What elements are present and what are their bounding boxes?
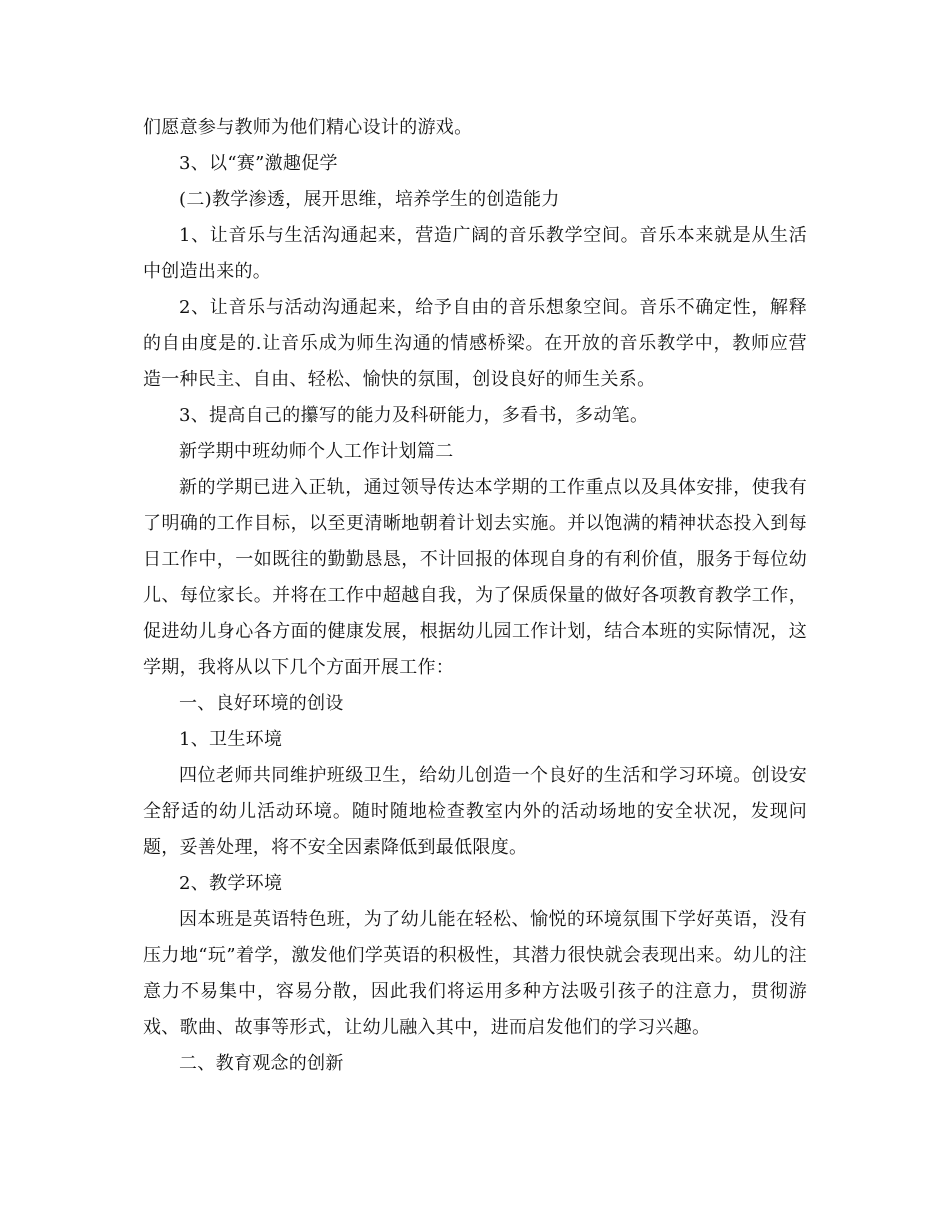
section-heading: (二)教学渗透，展开思维，培养学生的创造能力 <box>179 189 560 210</box>
article-title: 新学期中班幼师个人工作计划篇二 <box>179 441 454 462</box>
section-heading: 一、良好环境的创设 <box>179 693 344 714</box>
paragraph: 1、让音乐与生活沟通起来，营造广阔的音乐教学空间。音乐本来就是从生活中创造出来的。 <box>143 225 807 282</box>
paragraph: 2、让音乐与活动沟通起来，给予自由的音乐想象空间。音乐不确定性，解释的自由度是的.让音乐成为师生沟通的情感桥梁。在开放的音乐教学中，教师应营造一种民主、自由、轻松、愉快的氛围，创设良好的师生关系。 <box>143 297 807 390</box>
document-body <box>143 110 807 1082</box>
paragraph: 因本班是英语特色班，为了幼儿能在轻松、愉悦的环境氛围下学好英语，没有压力地“玩”着学，激发他们学英语的积极性，其潜力很快就会表现出来。幼儿的注意力不易集中，容易分散，因此我们将运用多种方法吸引孩子的注意力，贯彻游戏、歌曲、故事等形式，让幼儿融入其中，进而启发他们的学习兴趣。 <box>143 909 807 1038</box>
subsection-heading: 1、卫生环境 <box>179 729 283 750</box>
section-heading: 二、教育观念的创新 <box>179 1053 344 1074</box>
paragraph: 新的学期已进入正轨，通过领导传达本学期的工作重点以及具体安排，使我有了明确的工作目标，以至更清晰地朝着计划去实施。并以饱满的精神状态投入到每日工作中，一如既往的勤勤恳恳，不计回报的体现自身的有利价值，服务于每位幼儿、每位家长。并将在工作中超越自我，为了保质保量的做好各项教育教学工作，促进幼儿身心各方面的健康发展，根据幼儿园工作计划，结合本班的实际情况，这学期，我将从以下几个方面开展工作： <box>143 477 807 678</box>
subsection-heading: 2、教学环境 <box>179 873 283 894</box>
paragraph: 3、提高自己的攥写的能力及科研能力，多看书，多动笔。 <box>179 405 649 426</box>
paragraph: 们愿意参与教师为他们精心设计的游戏。 <box>143 117 473 138</box>
paragraph: 3、以“赛”激趣促学 <box>179 153 338 174</box>
paragraph: 四位老师共同维护班级卫生，给幼儿创造一个良好的生活和学习环境。创设安全舒适的幼儿活动环境。随时随地检查教室内外的活动场地的安全状况，发现问题，妥善处理，将不安全因素降低到最低限度。 <box>143 765 807 858</box>
